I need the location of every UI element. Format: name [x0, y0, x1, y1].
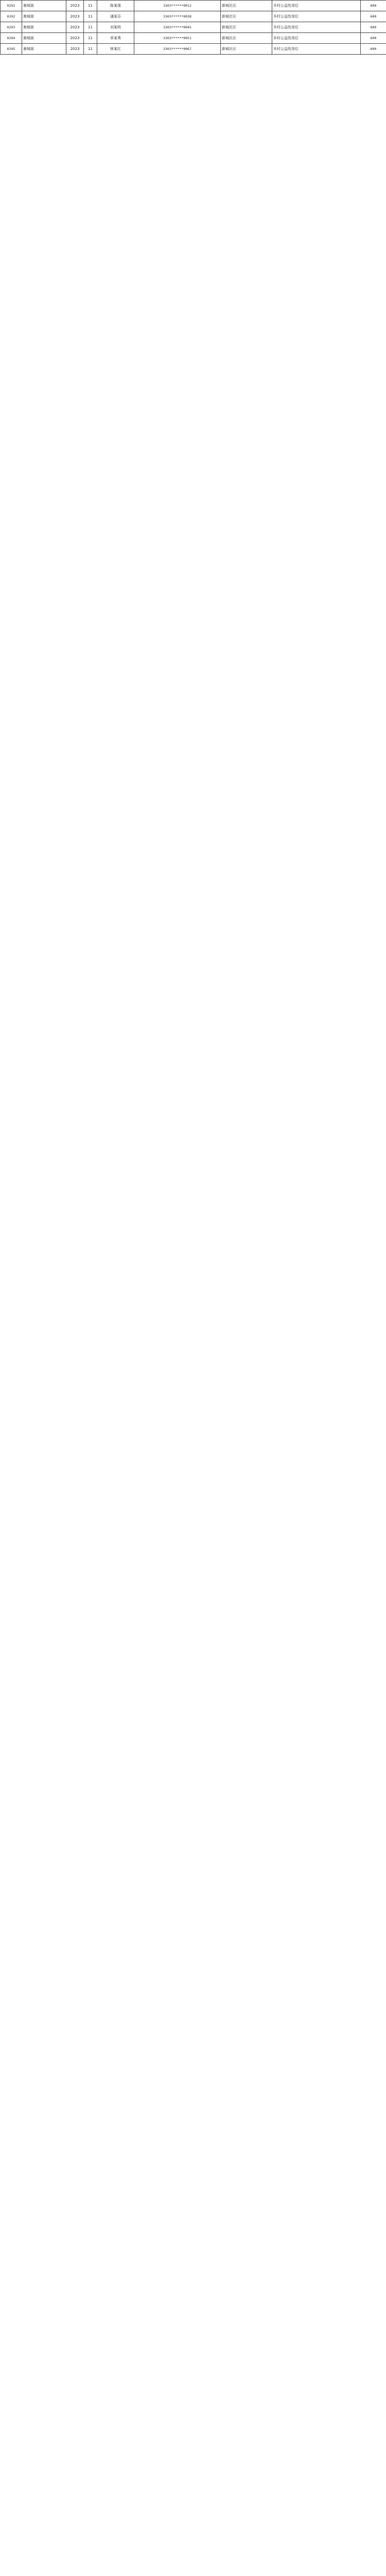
table-cell: 新城社区 [221, 11, 272, 22]
table-row [1, 1, 386, 11]
table-cell: 11 [84, 22, 97, 33]
table-cell: 林某红 [97, 44, 134, 55]
table-cell: 鹿城街 [22, 11, 66, 22]
table-cell: 600 [361, 33, 386, 44]
table-cell: 2023 [66, 1, 84, 11]
table-cell: 潘某芬 [97, 11, 134, 22]
table-cell: 鹿城街 [22, 22, 66, 33]
table-cell: 2023 [66, 33, 84, 44]
table-cell: 新城社区 [221, 22, 272, 33]
table-cell: 鹿城街 [22, 33, 66, 44]
table-cell: 11 [84, 1, 97, 11]
table-cell: 3303******0067 [134, 44, 221, 55]
table-cell: 2023 [66, 11, 84, 22]
table-cell: 600 [361, 11, 386, 22]
table-cell: 600 [361, 44, 386, 55]
table-body [1, 1, 386, 55]
table-cell: 刘某明 [97, 22, 134, 33]
table-cell: 11 [84, 44, 97, 55]
table-row [1, 11, 386, 22]
table-cell: 600 [361, 22, 386, 33]
table-cell: 新城社区 [221, 44, 272, 55]
table-cell: 11 [84, 33, 97, 44]
table-cell: 0294 [1, 33, 22, 44]
table-cell: 0292 [1, 11, 22, 22]
table-cell: 乡村公益性岗位 [272, 11, 361, 22]
table-cell: 2023 [66, 22, 84, 33]
table-cell: 3303******0051 [134, 33, 221, 44]
table-cell: 章某勇 [97, 33, 134, 44]
table-cell: 3303******0045 [134, 22, 221, 33]
table-cell: 0293 [1, 22, 22, 33]
table-cell: 乡村公益性岗位 [272, 44, 361, 55]
table-cell: 0291 [1, 1, 22, 11]
table-row [1, 33, 386, 44]
table-cell: 乡村公益性岗位 [272, 1, 361, 11]
table-row [1, 44, 386, 55]
data-table [0, 0, 386, 55]
table-cell: 3303******0038 [134, 11, 221, 22]
table-row [1, 22, 386, 33]
table-cell: 600 [361, 1, 386, 11]
table-cell: 新城社区 [221, 33, 272, 44]
table-cell: 鹿城街 [22, 1, 66, 11]
table-cell: 3303******0012 [134, 1, 221, 11]
table-cell: 乡村公益性岗位 [272, 33, 361, 44]
table-cell: 11 [84, 11, 97, 22]
table-cell: 陈某强 [97, 1, 134, 11]
table-cell: 新城社区 [221, 1, 272, 11]
table-cell: 2023 [66, 44, 84, 55]
table-cell: 乡村公益性岗位 [272, 22, 361, 33]
table-cell: 0295 [1, 44, 22, 55]
table-cell: 鹿城街 [22, 44, 66, 55]
